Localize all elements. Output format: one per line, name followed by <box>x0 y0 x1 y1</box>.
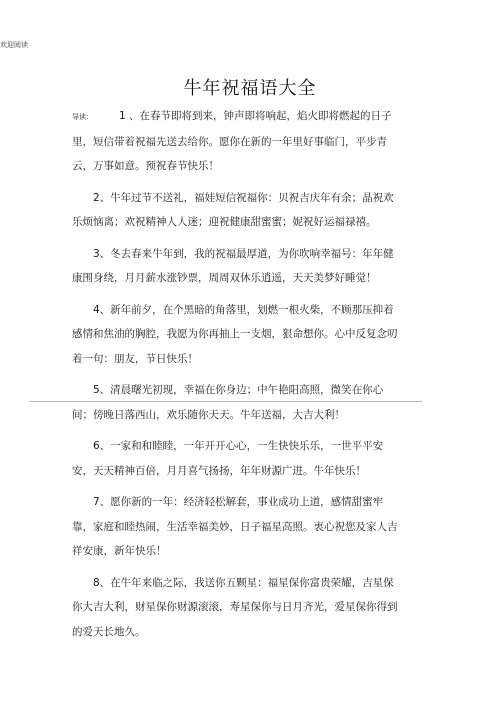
horizontal-rule <box>30 401 422 402</box>
document-body <box>72 104 402 651</box>
paragraph-1-text: 1 、在春节即将到来，钟声即将响起，焰火即将燃起的日子里，短信带着祝福先送去给你。愿你在新的一年里好事临门，平步青云，万事如意。预祝春节快乐！ <box>72 110 392 172</box>
paragraph-7: 7、愿你新的一年：经济轻松解套，事业成功上道，感情甜蜜牢靠，家庭和睦热闹，生活幸福美妙，日子福星高照。衷心祝您及家人吉祥安康，新年快乐！ <box>72 496 398 557</box>
paragraph-1 <box>72 104 402 179</box>
paragraph-5: 5、清晨曙光初现，幸福在你身边；中午艳阳高照，微笑在你心间；傍晚日落西山，欢乐随你天天。牛年送福，大吉大利！ <box>72 384 384 421</box>
welcome-header: 欢迎阅读 <box>0 41 28 49</box>
paragraph-8: 8、在牛年来临之际，我送你五颗星：福星保你富贵荣耀，吉星保你大吉大利，财星保你财源滚滚，寿星保你与日月齐光，爱星保你得到的爱天长地久。 <box>72 576 398 638</box>
paragraph-6: 6、一家和和睦睦，一年开开心心，一生快快乐乐，一世平平安安，天天精神百倍，月月喜气扬扬，年年财源广进。牛年快乐！ <box>72 440 384 477</box>
paragraph-3: 3、冬去春来牛年到，我的祝福最厚道，为你吹响幸福号：年年健康围身绕，月月薪水涨钞票，周周双休乐逍遥，天天美梦好睡觉！ <box>72 247 394 284</box>
intro-label: 导读： <box>72 113 93 121</box>
paragraph-4: 4、新年前夕，在个黑暗的角落里，划燃一根火柴，不顾那压抑着感情和焦油的胸腔，我愿为你再抽上一支烟，狠命想你。心中反复念叨着一句：朋友，节日快乐！ <box>72 303 398 365</box>
document-title: 牛年祝福语大全 <box>183 78 317 99</box>
paragraph-2: 2、牛年过节不送礼，福娃短信祝福你：贝祝吉庆年有余；晶祝欢乐烦恼离；欢祝精神人人迷；迎祝健康甜蜜蜜；妮祝好运福禄禧。 <box>72 191 394 228</box>
